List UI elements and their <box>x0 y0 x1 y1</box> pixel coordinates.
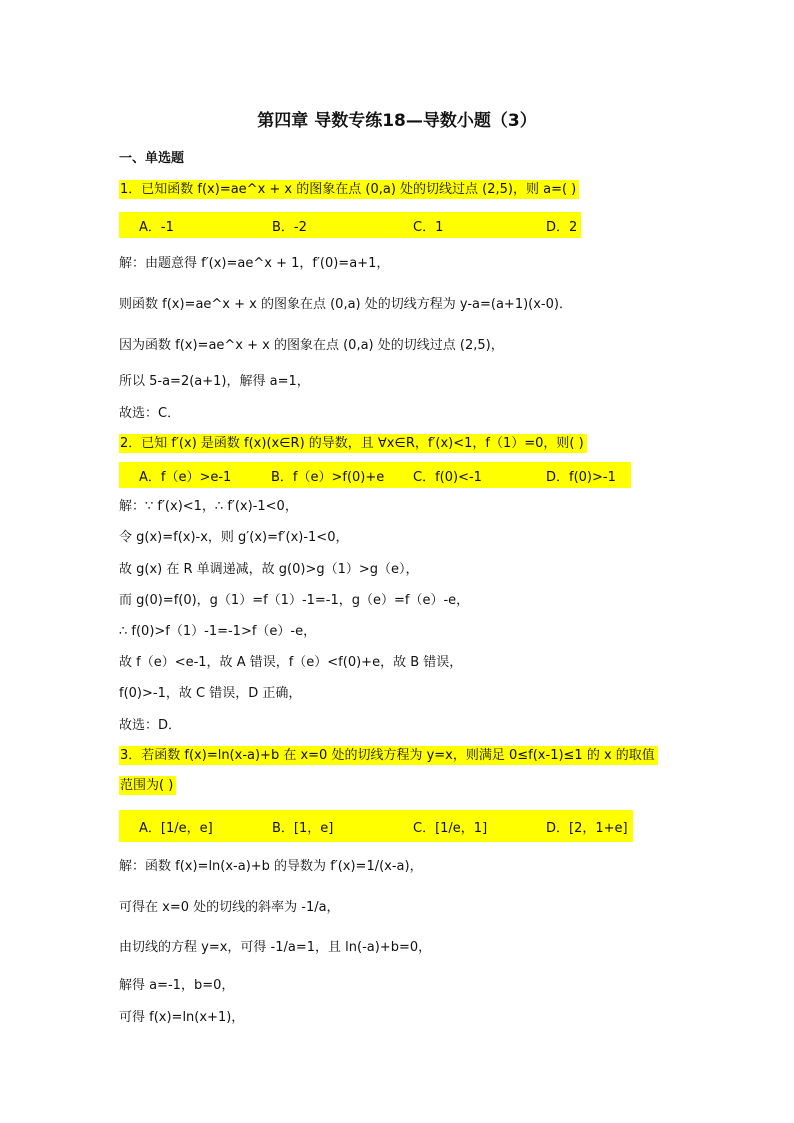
question-3-stem <box>119 746 658 766</box>
q1-option-d: D．2 <box>546 220 578 235</box>
question-1-stem <box>119 180 579 200</box>
question-2-options <box>119 462 631 488</box>
q2-solution-line: 解：∵ f′(x)<1，∴ f′(x)-1<0， <box>119 499 298 514</box>
q3-solution-line: 可得在 x=0 处的切线的斜率为 -1/a， <box>119 900 340 915</box>
q2-solution-line: ∴ f(0)>f（1）-1=-1>f（e）-e， <box>119 624 317 639</box>
q3-solution-line: 解：函数 f(x)=ln(x-a)+b 的导数为 f′(x)=1/(x-a)， <box>119 859 423 874</box>
q1-solution-line: 解：由题意得 f′(x)=ae^x + 1，f′(0)=a+1， <box>119 256 390 271</box>
question-3-stem-cont <box>119 776 176 796</box>
q3-solution-line: 解得 a=-1，b=0， <box>119 978 235 993</box>
q2-option-a: A．f（e）>e-1 <box>139 470 232 485</box>
q1-solution-line: 因为函数 f(x)=ae^x + x 的图象在点 (0,a) 处的切线过点 (2,5)， <box>119 338 504 353</box>
question-1-options <box>119 212 581 238</box>
question-1-text: 1．已知函数 f(x)=ae^x + x 的图象在点 (0,a) 处的切线过点 (2,5)，则 a=( ) <box>119 180 579 199</box>
q3-solution-line: 由切线的方程 y=x，可得 -1/a=1，且 ln(-a)+b=0， <box>119 940 432 955</box>
q2-option-d: D．f(0)>-1 <box>546 470 616 485</box>
q1-answer: 故选：C． <box>119 406 181 421</box>
question-3-text-line2: 范围为( ) <box>119 776 176 795</box>
question-2-text: 2．已知 f′(x) 是函数 f(x)(x∈R) 的导数，且 ∀x∈R，f′(x)<1，f（1）=0，则( ) <box>119 434 587 453</box>
q3-option-d: D．[2，1+e] <box>546 821 628 836</box>
q3-option-b: B．[1，e] <box>272 821 334 836</box>
q1-option-c: C．1 <box>413 220 444 235</box>
q2-solution-line: 令 g(x)=f(x)-x，则 g′(x)=f′(x)-1<0， <box>119 530 349 545</box>
q2-solution-line: 故 f（e）<e-1，故 A 错误，f（e）<f(0)+e，故 B 错误， <box>119 655 463 670</box>
q2-option-c: C．f(0)<-1 <box>413 470 482 485</box>
q2-solution-line: 而 g(0)=f(0)，g（1）=f（1）-1=-1，g（e）=f（e）-e， <box>119 593 470 608</box>
section-heading: 一、单选题 <box>119 151 185 166</box>
question-3-text-line1: 3．若函数 f(x)=ln(x-a)+b 在 x=0 处的切线方程为 y=x，则满足 0≤f(x-1)≤1 的 x 的取值 <box>119 746 658 765</box>
question-3-options <box>119 810 633 842</box>
q3-solution-line: 可得 f(x)=ln(x+1)， <box>119 1010 245 1025</box>
question-2-stem <box>119 434 587 454</box>
q3-option-c: C．[1/e，1] <box>413 821 488 836</box>
q2-option-b: B．f（e）>f(0)+e <box>271 470 385 485</box>
q2-answer: 故选：D． <box>119 718 182 733</box>
page-title: 第四章 导数专练18—导数小题（3） <box>257 111 537 131</box>
q3-option-a: A．[1/e，e] <box>139 821 213 836</box>
q2-solution-line: 故 g(x) 在 R 单调递减，故 g(0)>g（1）>g（e）， <box>119 562 419 577</box>
q1-solution-line: 则函数 f(x)=ae^x + x 的图象在点 (0,a) 处的切线方程为 y-a=(a+1)(x-0)． <box>119 297 572 312</box>
q1-option-b: B．-2 <box>272 220 307 235</box>
q1-option-a: A．-1 <box>139 220 174 235</box>
q2-solution-line: f(0)>-1，故 C 错误，D 正确， <box>119 686 302 701</box>
q1-solution-line: 所以 5-a=2(a+1)，解得 a=1， <box>119 374 310 389</box>
